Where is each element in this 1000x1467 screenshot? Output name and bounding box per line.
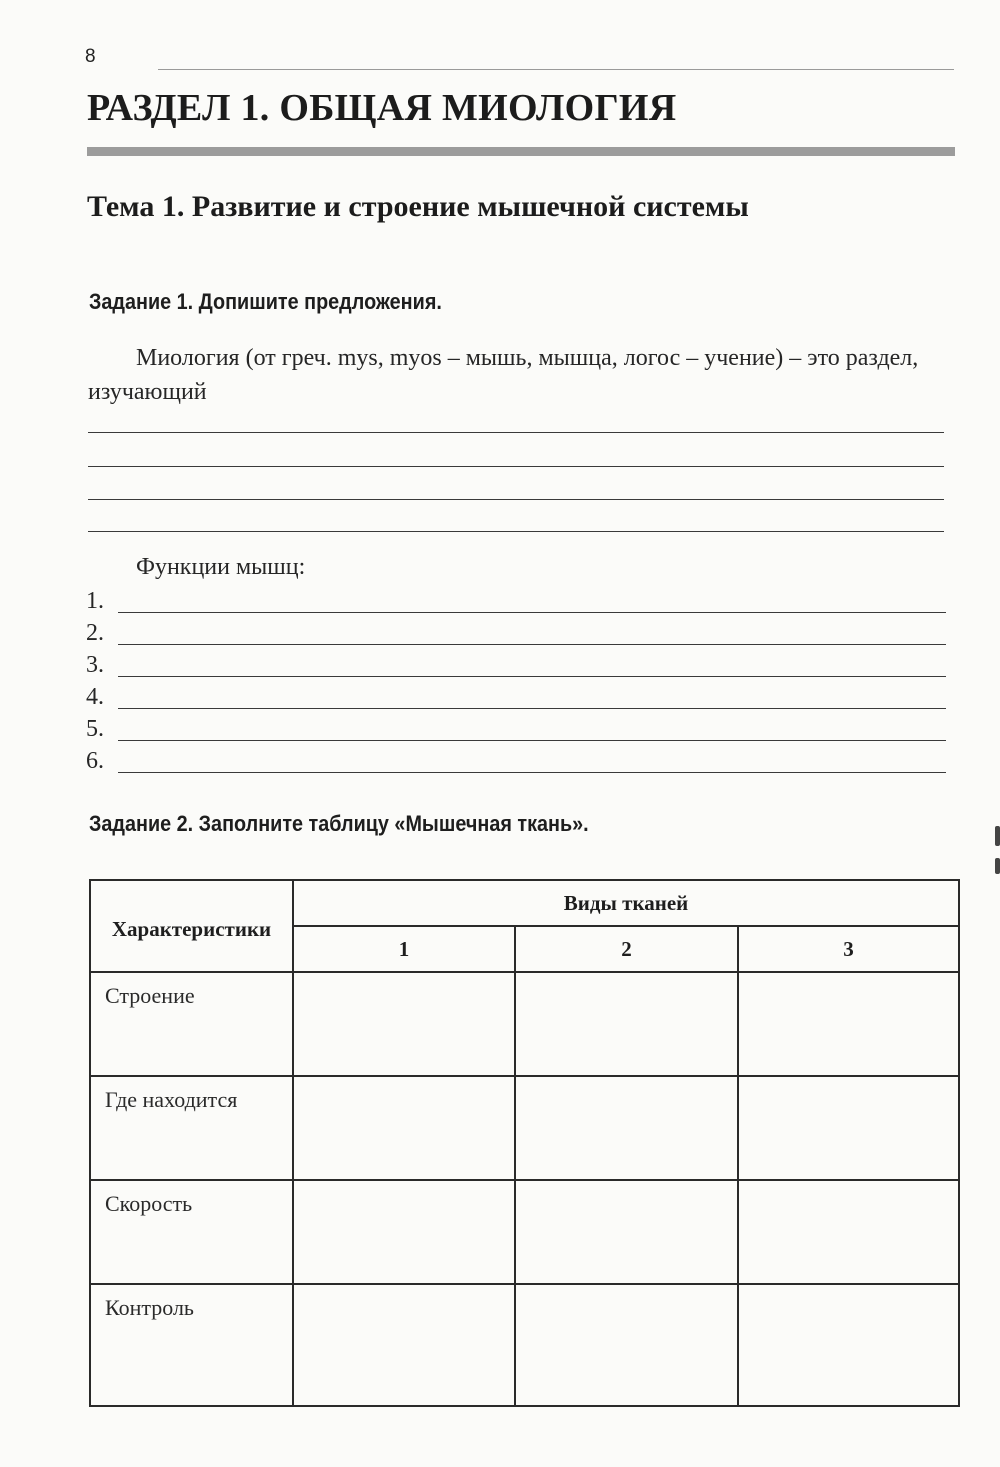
function-answer-line[interactable] bbox=[118, 708, 946, 709]
answer-cell[interactable] bbox=[738, 972, 959, 1076]
function-number: 4. bbox=[86, 684, 104, 710]
function-item-5[interactable] bbox=[86, 716, 946, 746]
function-number: 6. bbox=[86, 748, 104, 774]
function-number: 2. bbox=[86, 620, 104, 646]
header-rule bbox=[158, 69, 954, 70]
table-row bbox=[90, 1076, 959, 1180]
answer-line-2[interactable] bbox=[88, 466, 944, 467]
table-row bbox=[90, 972, 959, 1076]
answer-cell[interactable] bbox=[738, 1076, 959, 1180]
answer-cell[interactable] bbox=[293, 1180, 515, 1284]
page-number: 8 bbox=[85, 46, 96, 67]
scan-edge-mark bbox=[995, 826, 1000, 846]
tissue-type-column-2: 2 bbox=[515, 926, 738, 972]
row-label-control: Контроль bbox=[90, 1284, 293, 1406]
table-row bbox=[90, 1180, 959, 1284]
answer-cell[interactable] bbox=[515, 1284, 738, 1406]
answer-cell[interactable] bbox=[738, 1180, 959, 1284]
topic-title: Тема 1. Развитие и строение мышечной системы bbox=[87, 190, 749, 223]
characteristics-header: Характеристики bbox=[90, 880, 293, 972]
answer-cell[interactable] bbox=[515, 1180, 738, 1284]
function-item-1[interactable] bbox=[86, 588, 946, 618]
row-label-location: Где находится bbox=[90, 1076, 293, 1180]
function-item-4[interactable] bbox=[86, 684, 946, 714]
task1-sentence bbox=[88, 341, 958, 409]
section-divider-bar bbox=[87, 147, 955, 156]
task1-title: Задание 1. Допишите предложения. bbox=[89, 289, 442, 314]
function-answer-line[interactable] bbox=[118, 772, 946, 773]
function-number: 5. bbox=[86, 716, 104, 742]
function-answer-line[interactable] bbox=[118, 676, 946, 677]
tissue-type-column-3: 3 bbox=[738, 926, 959, 972]
function-number: 1. bbox=[86, 588, 104, 614]
table-row bbox=[90, 1284, 959, 1406]
muscle-tissue-table bbox=[89, 879, 960, 1407]
tissue-type-column-1: 1 bbox=[293, 926, 515, 972]
function-item-2[interactable] bbox=[86, 620, 946, 650]
answer-cell[interactable] bbox=[293, 1076, 515, 1180]
task1-sentence-text: Миология (от греч. mys, myos – мышь, мышца, логос – учение) – это раздел, изучающий bbox=[88, 345, 919, 405]
scan-edge-mark bbox=[995, 858, 1000, 874]
answer-cell[interactable] bbox=[738, 1284, 959, 1406]
answer-cell[interactable] bbox=[293, 972, 515, 1076]
answer-cell[interactable] bbox=[515, 972, 738, 1076]
function-answer-line[interactable] bbox=[118, 612, 946, 613]
function-item-3[interactable] bbox=[86, 652, 946, 682]
row-label-speed: Скорость bbox=[90, 1180, 293, 1284]
tissue-types-header: Виды тканей bbox=[293, 880, 959, 926]
answer-line-4[interactable] bbox=[88, 531, 944, 532]
task2-title: Задание 2. Заполните таблицу «Мышечная ткань». bbox=[89, 811, 589, 836]
answer-cell[interactable] bbox=[293, 1284, 515, 1406]
function-answer-line[interactable] bbox=[118, 740, 946, 741]
answer-line-3[interactable] bbox=[88, 499, 944, 500]
answer-cell[interactable] bbox=[515, 1076, 738, 1180]
functions-title: Функции мышц: bbox=[136, 554, 306, 580]
function-answer-line[interactable] bbox=[118, 644, 946, 645]
section-title: РАЗДЕЛ 1. ОБЩАЯ МИОЛОГИЯ bbox=[87, 87, 677, 129]
row-label-structure: Строение bbox=[90, 972, 293, 1076]
answer-line-1[interactable] bbox=[88, 432, 944, 433]
function-item-6[interactable] bbox=[86, 748, 946, 778]
function-number: 3. bbox=[86, 652, 104, 678]
